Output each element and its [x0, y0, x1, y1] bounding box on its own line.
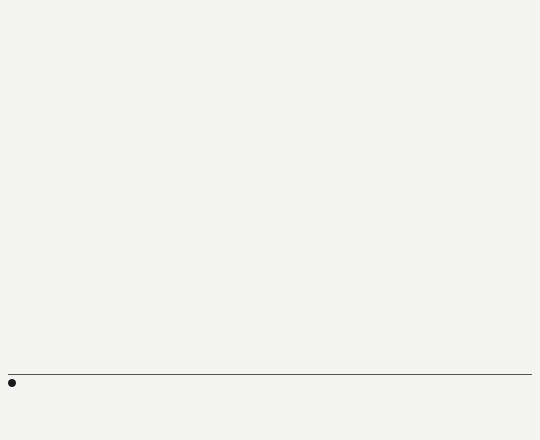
article-continuation: [8, 4, 532, 318]
lower-column-right: [277, 379, 532, 440]
headline-band: [8, 344, 532, 375]
lower-article: [8, 379, 532, 440]
lower-column-left: [8, 379, 263, 440]
bullet-icon: [8, 379, 16, 387]
continued-from-kicker: [8, 379, 263, 387]
